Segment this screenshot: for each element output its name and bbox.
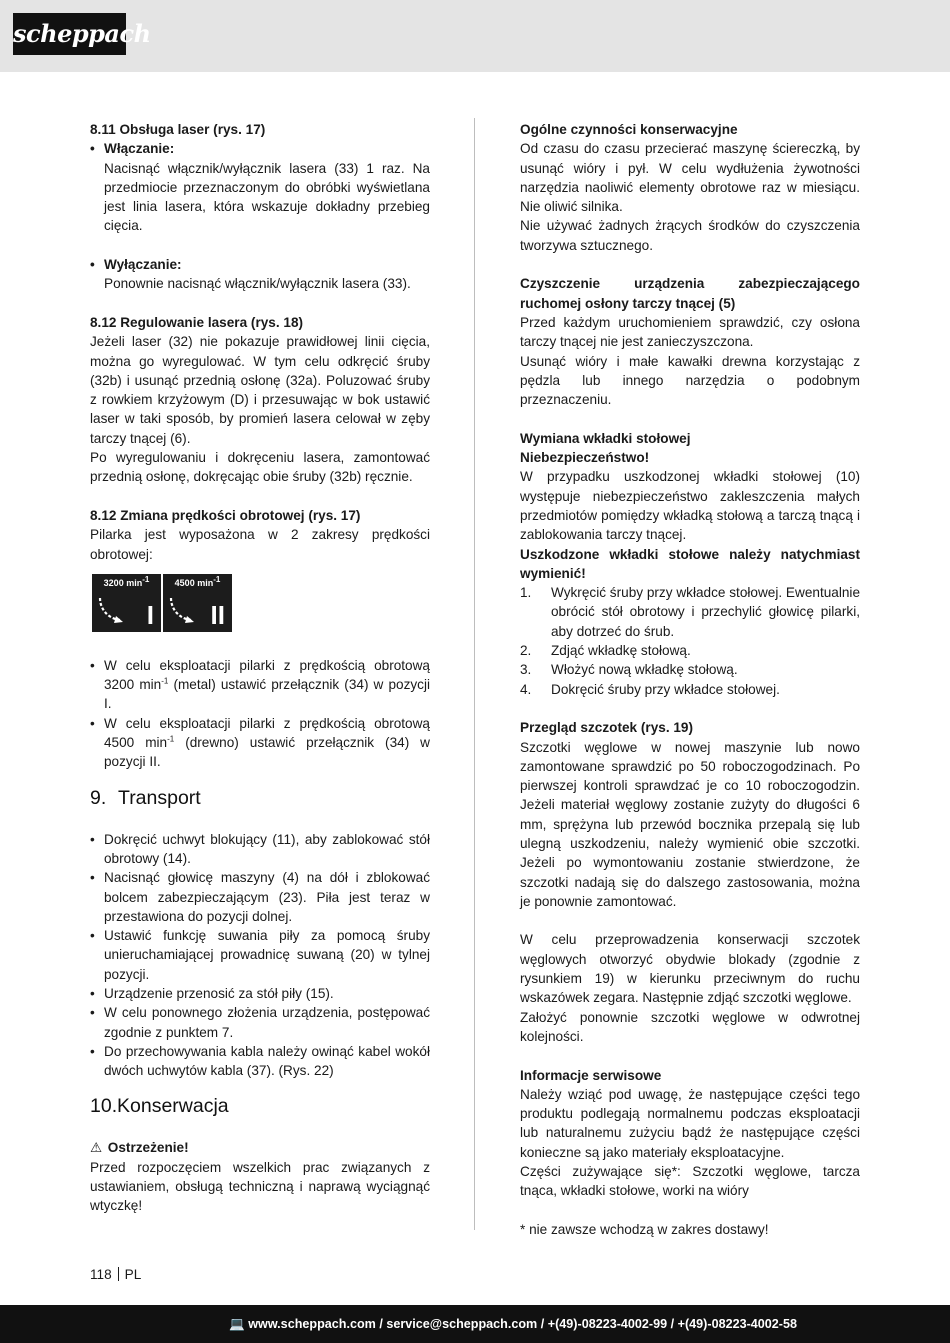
warning-heading: ⚠ Ostrzeżenie!: [90, 1138, 430, 1157]
section-heading: 8.12 Zmiana prędkości obrotowej (rys. 17): [90, 507, 361, 523]
computer-icon: 💻: [229, 1317, 249, 1331]
paragraph: W przypadku uszkodzonej wkładki stołowej (10) występuje niebezpieczeństwo zakleszczenia małych przedmiotów pomiędzy wkładką stołową a tarczą tnącą i zablokowania tarczy tnącej.: [520, 469, 860, 543]
right-column: [520, 120, 860, 1239]
list-item: • Nacisnąć głowicę maszyny (4) na dół i zblokować bolcem zabezpieczającym (23). Piła jest teraz w przestawiona do pozycji dolnej.: [90, 868, 430, 926]
rotation-arrow-icon: [167, 592, 201, 626]
bullet-heading: • Wyłączanie:: [90, 255, 430, 274]
step-item: 2. Zdjąć wkładkę stołową.: [520, 643, 691, 659]
page-footer: [0, 1305, 950, 1343]
paragraph: Po wyregulowaniu i dokręceniu lasera, zamontować przednią osłonę, dokręcając obie śruby (32b) ręcznie.: [90, 450, 430, 485]
paragraph: Ponownie nacisnąć włącznik/wyłącznik lasera (33).: [104, 276, 411, 292]
speed-1-label: 3200 $\min^{-1}$: [103, 574, 150, 588]
section-heading: Ogólne czynności konserwacyjne: [520, 122, 738, 137]
section-heading: Informacje serwisowe: [520, 1067, 662, 1083]
speed-1-roman: I: [146, 599, 154, 630]
list-item: • Urządzenie przenosić za stół piły (15).: [90, 984, 430, 1003]
paragraph: Części zużywające się*: Szczotki węglowe, tarcza tnąca, wkładki stołowe, worki na wióry: [520, 1164, 860, 1199]
step-item: 1. Wykręcić śruby przy wkładce stołowej. Ewentualnie obrócić stół obrotowy i przechylić głowicę pilarki, aby dotrzeć do śrub.: [520, 585, 860, 639]
paragraph: Usunąć wióry i małe kawałki drewna korzystając z pędzla lub innego narzędzia o podobnym przeznaczeniu.: [520, 353, 860, 408]
brand-logo: scheppach: [13, 13, 126, 55]
paragraph: Od czasu do czasu przecierać maszynę ściereczką, by usunąć wióry i pył. W celu wydłużenia żywotności narzędzia naoliwić elementy obrotowe raz w miesiącu. Nie oliwić silnika.: [520, 141, 860, 215]
list-item: • W celu eksploatacji pilarki z prędkością obrotową 4500 $\min^{-1}$ (drewno) ustawić przełącznik (34) w pozycji II.: [90, 714, 430, 772]
step-item: 4. Dokręcić śruby przy wkładce stołowej.: [520, 681, 780, 697]
list-item: • Do przechowywania kabla należy owinąć kabel wokół dwóch uchwytów kabla (37). (Rys. 22): [90, 1042, 430, 1081]
speed-2-panel: [163, 574, 232, 632]
paragraph: Nacisnąć włącznik/wyłącznik lasera (33) 1 raz. Na przedmiocie przeznaczonym do obróbki wyświetlana jest linia lasera, która wskazuje dokładny przebieg cięcia.: [104, 160, 430, 234]
chapter-heading: 9. Transport: [90, 786, 201, 809]
footer-contact: www.scheppach.com / service@scheppach.com / +(49)-08223-4002-99 / +(49)-08223-4002-58: [248, 1317, 797, 1331]
paragraph: Założyć ponownie szczotki węglowe w odwrotnej kolejności.: [520, 1009, 860, 1044]
warning-icon: ⚠: [90, 1140, 103, 1156]
section-heading: Wymiana wkładki stołowej: [520, 430, 691, 446]
footnote: * nie zawsze wchodzą w zakres dostawy!: [520, 1221, 769, 1237]
list-item: • W celu eksploatacji pilarki z prędkością obrotową 3200 $\min^{-1}$ (metal) ustawić przełącznik (34) w pozycji I.: [90, 656, 430, 714]
danger-label: Niebezpieczeństwo!: [520, 450, 650, 466]
page-header: [0, 0, 950, 72]
bullet-heading: • Włączanie:: [90, 139, 430, 158]
paragraph: Nie używać żadnych żrących środków do czyszczenia tworzywa sztucznego.: [520, 218, 860, 253]
section-heading: Przegląd szczotek (rys. 19): [520, 720, 694, 736]
left-column: [90, 120, 430, 1216]
list-item: • Dokręcić uchwyt blokujący (11), aby zablokować stół obrotowy (14).: [90, 830, 430, 869]
section-heading: Czyszczenie urządzenia zabezpieczającego ruchomej osłony tarczy tnącej (5): [520, 276, 860, 311]
step-item: 3. Włożyć nową wkładkę stołową.: [520, 662, 738, 678]
warning-text: Uszkodzone wkładki stołowe należy natychmiast wymienić!: [520, 546, 860, 581]
section-heading: 8.11 Obsługa laser (rys. 17): [90, 122, 266, 137]
list-item: • W celu ponownego złożenia urządzenia, postępować zgodnie z punktem 7.: [90, 1003, 430, 1042]
speed-selector-figure: [92, 574, 232, 632]
paragraph: Szczotki węglowe w nowej maszynie lub nowo zamontowane sprawdzić po 50 roboczogodzinach. Po pierwszej kontroli sprawdzać je co 10 roboczogodzin. Jeżeli materiał węglowy zostanie zużyty do długości 6 mm, sprężyna lub przewód bocznika przepalą się lub ulegną uszkodzeniu, należy wymienić obie szczotki. Jeżeli po wymontowaniu zostanie stwierdzone, że szczotki nadają się do dalszego zastosowania, można je ponownie zamontować.: [520, 739, 860, 909]
paragraph: Jeżeli laser (32) nie pokazuje prawidłowej linii cięcia, można go wyregulować. W tym celu odkręcić śruby (32b) i usunąć przednią osłonę (32a). Poluzować śruby z rowkiem krzyżowym (D) i przesuwając w bok ustawić laser w taki sposób, by promień lasera celował w zęby tarczy tnącej (6).: [90, 334, 430, 446]
rotation-arrow-icon: [96, 592, 130, 626]
speed-1-panel: [92, 574, 161, 632]
paragraph: Przed rozpoczęciem wszelkich prac związanych z ustawianiem, obsługą techniczną i naprawą wyciągnąć wtyczkę!: [90, 1159, 430, 1214]
chapter-heading: 10. Konserwacja: [90, 1095, 229, 1118]
page-number: 118 PL: [90, 1267, 142, 1282]
section-heading: 8.12 Regulowanie lasera (rys. 18): [90, 314, 304, 330]
speed-2-label: 4500 $\min^{-1}$: [174, 574, 221, 588]
list-item: • Ustawić funkcję suwania piły za pomocą śruby unieruchamiającej prowadnicę suwaną (20) w tylnej pozycji.: [90, 926, 430, 984]
paragraph: Przed każdym uruchomieniem sprawdzić, czy osłona tarczy tnącej nie jest zanieczyszczona.: [520, 314, 860, 350]
speed-2-roman: II: [210, 599, 225, 630]
paragraph: Należy wziąć pod uwagę, że następujące części tego produktu podlegają normalnemu podczas eksploatacji lub naturalnemu zużyciu bądź że następujące części konieczne są jako materiały eksploatacyjne.: [520, 1086, 860, 1160]
column-divider: [474, 118, 475, 1230]
paragraph: Pilarka jest wyposażona w 2 zakresy prędkości obrotowej:: [90, 527, 430, 562]
paragraph: W celu przeprowadzenia konserwacji szczotek węglowych otworzyć obydwie blokady (zgodnie z rysunkiem 19) w kierunku przeciwnym do ruchu wskazówek zegara. Następnie zdjąć szczotki węglowe.: [520, 932, 860, 1006]
